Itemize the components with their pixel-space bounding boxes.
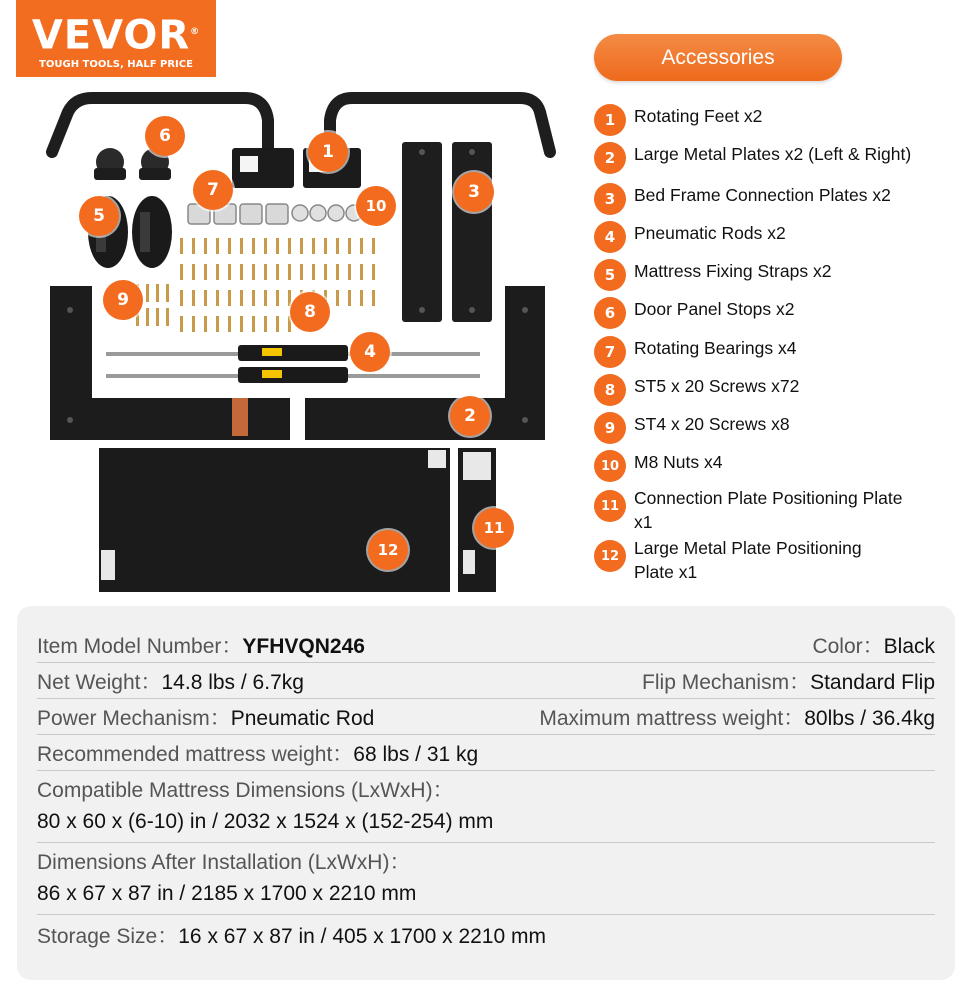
flip-label: Flip Mechanism： xyxy=(642,671,811,694)
spec-row-power xyxy=(37,702,935,732)
badge-5: 5 xyxy=(79,196,119,236)
divider xyxy=(37,914,935,915)
accessory-label: Rotating Feet x2 xyxy=(634,106,763,126)
install-label: Dimensions After Installation (LxWxH)： xyxy=(37,851,411,874)
flip-value: Standard Flip xyxy=(810,671,935,694)
accessory-number: 6 xyxy=(594,297,626,329)
badge-1: 1 xyxy=(308,132,348,172)
accessory-number: 10 xyxy=(594,450,626,482)
accessory-label: ST5 x 20 Screws x72 xyxy=(634,376,800,396)
accessory-item-1 xyxy=(594,104,954,136)
badge-7: 7 xyxy=(193,170,233,210)
accessory-item-7 xyxy=(594,336,954,368)
badge-2: 2 xyxy=(450,396,490,436)
accessory-number: 9 xyxy=(594,412,626,444)
accessory-label: Pneumatic Rods x2 xyxy=(634,223,786,243)
model-label: Item Model Number： xyxy=(37,635,243,658)
recommended-label: Recommended mattress weight： xyxy=(37,743,354,766)
accessory-number: 2 xyxy=(594,142,626,174)
accessory-label: Door Panel Stops x2 xyxy=(634,299,795,319)
accessory-number: 8 xyxy=(594,374,626,406)
spec-row-storage xyxy=(37,920,935,950)
badge-6: 6 xyxy=(145,116,185,156)
badge-4: 4 xyxy=(350,332,390,372)
color-label: Color： xyxy=(812,635,884,658)
accessory-label: ST4 x 20 Screws x8 xyxy=(634,414,790,434)
power-label: Power Mechanism： xyxy=(37,707,231,730)
accessory-number: 5 xyxy=(594,259,626,291)
accessory-label: Connection Plate Positioning Plate x1 xyxy=(634,488,903,532)
accessory-item-12 xyxy=(594,536,904,584)
color-value: Black xyxy=(883,635,935,658)
spec-row-model xyxy=(37,630,935,660)
divider xyxy=(37,842,935,843)
storage-value: 16 x 67 x 87 in / 405 x 1700 x 2210 mm xyxy=(178,925,546,948)
vevor-logo xyxy=(16,0,216,77)
accessory-item-6 xyxy=(594,297,954,329)
divider xyxy=(37,698,935,699)
storage-label: Storage Size： xyxy=(37,925,179,948)
badge-9: 9 xyxy=(103,280,143,320)
badge-11: 11 xyxy=(474,508,514,548)
accessory-item-4 xyxy=(594,221,954,253)
badge-8: 8 xyxy=(290,292,330,332)
accessory-number: 3 xyxy=(594,183,626,215)
logo-reg-mark: ® xyxy=(190,27,201,37)
weight-label: Net Weight： xyxy=(37,671,162,694)
accessory-item-9 xyxy=(594,412,954,444)
spec-row-recommended xyxy=(37,738,935,768)
accessory-number: 7 xyxy=(594,336,626,368)
compatible-label: Compatible Mattress Dimensions (LxWxH)： xyxy=(37,779,454,802)
model-value: YFHVQN246 xyxy=(242,635,365,658)
divider xyxy=(37,734,935,735)
max-weight-value: 80lbs / 36.4kg xyxy=(804,707,935,730)
badge-3: 3 xyxy=(454,172,494,212)
accessory-label: Large Metal Plates x2 (Left & Right) xyxy=(634,144,912,164)
specifications-panel xyxy=(17,606,955,980)
compatible-value: 80 x 60 x (6-10) in / 2032 x 1524 x (152-254) mm xyxy=(37,810,494,833)
logo-brand: VEVOR xyxy=(31,12,191,59)
badge-10: 10 xyxy=(356,186,396,226)
spec-row-install-label xyxy=(37,846,935,876)
spec-row-compatible-label xyxy=(37,774,935,804)
accessory-item-3 xyxy=(594,183,954,215)
recommended-value: 68 lbs / 31 kg xyxy=(353,743,479,766)
accessory-item-8 xyxy=(594,374,954,406)
accessory-item-5 xyxy=(594,259,954,291)
power-value: Pneumatic Rod xyxy=(230,707,375,730)
accessory-label: Rotating Bearings x4 xyxy=(634,338,797,358)
accessory-item-11 xyxy=(594,486,904,534)
spec-row-weight xyxy=(37,666,935,696)
accessory-number: 1 xyxy=(594,104,626,136)
accessory-label: Large Metal Plate Positioning Plate x1 xyxy=(634,538,862,582)
badge-12: 12 xyxy=(368,530,408,570)
spec-row-install-value xyxy=(37,882,935,906)
accessory-label: Bed Frame Connection Plates x2 xyxy=(634,185,891,205)
divider xyxy=(37,770,935,771)
accessory-label: M8 Nuts x4 xyxy=(634,452,723,472)
product-illustration xyxy=(0,80,590,600)
accessory-item-10 xyxy=(594,450,954,482)
accessory-number: 4 xyxy=(594,221,626,253)
accessory-item-2 xyxy=(594,142,954,174)
logo-tagline: TOUGH TOOLS, HALF PRICE xyxy=(39,59,193,71)
install-value: 86 x 67 x 87 in / 2185 x 1700 x 2210 mm xyxy=(37,882,417,905)
max-weight-label: Maximum mattress weight： xyxy=(539,707,805,730)
accessory-number: 12 xyxy=(594,540,626,572)
accessories-title: Accessories xyxy=(594,34,842,81)
divider xyxy=(37,662,935,663)
screws-st5 xyxy=(180,238,375,332)
accessory-number: 11 xyxy=(594,490,626,522)
weight-value: 14.8 lbs / 6.7kg xyxy=(161,671,304,694)
accessory-label: Mattress Fixing Straps x2 xyxy=(634,261,832,281)
spec-row-compatible-value xyxy=(37,810,935,834)
